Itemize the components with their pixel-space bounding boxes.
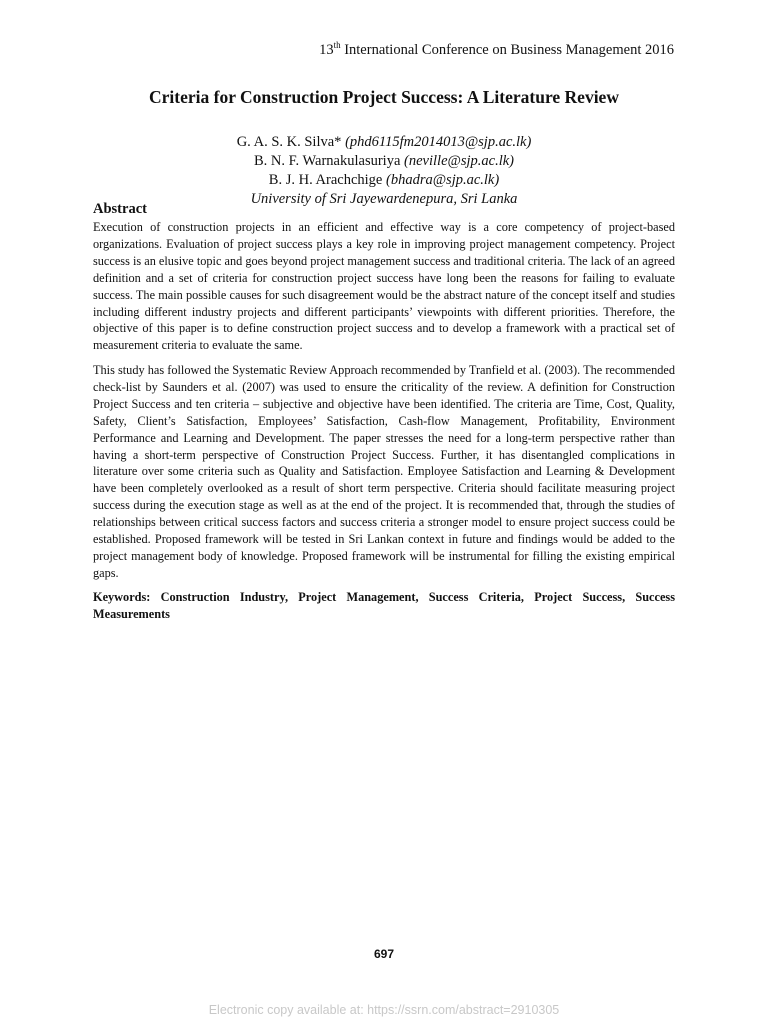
- header-superscript: th: [333, 40, 341, 51]
- author-line: [0, 171, 768, 190]
- author-email: (bhadra@sjp.ac.lk): [385, 172, 500, 188]
- author-block: [0, 133, 768, 209]
- ssrn-footer: Electronic copy available at: https://ssrn.com/abstract=2910305: [208, 1003, 560, 1017]
- page-number: 697: [373, 947, 395, 961]
- paper-title: Criteria for Construction Project Success: A Literature Review: [149, 87, 619, 107]
- abstract-heading: Abstract: [93, 201, 147, 217]
- keywords: Keywords: Construction Industry, Project Management, Success Criteria, Project Success, Success Measurements: [93, 590, 675, 621]
- author-line: [0, 152, 768, 171]
- header-conference-name: International Conference on Business Management 2016: [340, 42, 674, 58]
- header-number: 13: [319, 42, 334, 58]
- author-email: (phd6115fm2014013@sjp.ac.lk): [345, 134, 532, 150]
- author-email: (neville@sjp.ac.lk): [404, 153, 514, 169]
- conference-header: [319, 42, 674, 59]
- author-line: [0, 133, 768, 152]
- affiliation: University of Sri Jayewardenepura, Sri Lanka: [250, 191, 518, 207]
- abstract-paragraph-2: This study has followed the Systematic Review Approach recommended by Tranfield et al. (2003). The recommended check-list by Saunders et al. (2007) was used to ensure the criticality of the review. A definition for Construction Project Success and ten criteria – subjective and objective have been identified. The criteria are Time, Cost, Quality, Safety, Client’s Satisfaction, Employees’ Satisfaction, Cash-flow Management, Profitability, Environment Performance and Learning and Development. The paper stresses the need for a long-term perspective rather than having a short-term perspective of Construction Project Success. Further, it has disentangled complications in literature over some criteria such as Quality and Satisfaction. Employee Satisfaction and Learning & Development have been completely overlooked as a result of short term perspective. Criteria should facilitate measuring project success during the execution stage as well as at the end of the project. It is recommended that, through the studies of relationships between critical success factors and success criteria a stronger model to ensure project success could be established. Proposed framework will be tested in Sri Lankan context in future and findings would be added to the project management body of knowledge. Proposed framework will be instrumental for filling the existing empirical gaps.: [93, 363, 675, 580]
- abstract-paragraph-1: Execution of construction projects in an efficient and effective way is a core competency of project-based organizations. Evaluation of project success plays a key role in improving project management competency. Project success is an elusive topic and goes beyond project management success and traditional criteria. The lack of an agreed definition and a set of criteria for construction project success have long been the reasons for failing to evaluate success. The main possible causes for such disagreement would be the abstract nature of the concept itself and studies including different industry projects and different participants’ viewpoints with different priorities. Therefore, the objective of this paper is to define construction project success and to develop a framework with a practical set of measurement criteria to evaluate the same.: [93, 220, 675, 353]
- author-name: G. A. S. K. Silva*: [236, 134, 346, 150]
- author-name: B. N. F. Warnakulasuriya: [253, 153, 405, 169]
- author-name: B. J. H. Arachchige: [268, 172, 386, 188]
